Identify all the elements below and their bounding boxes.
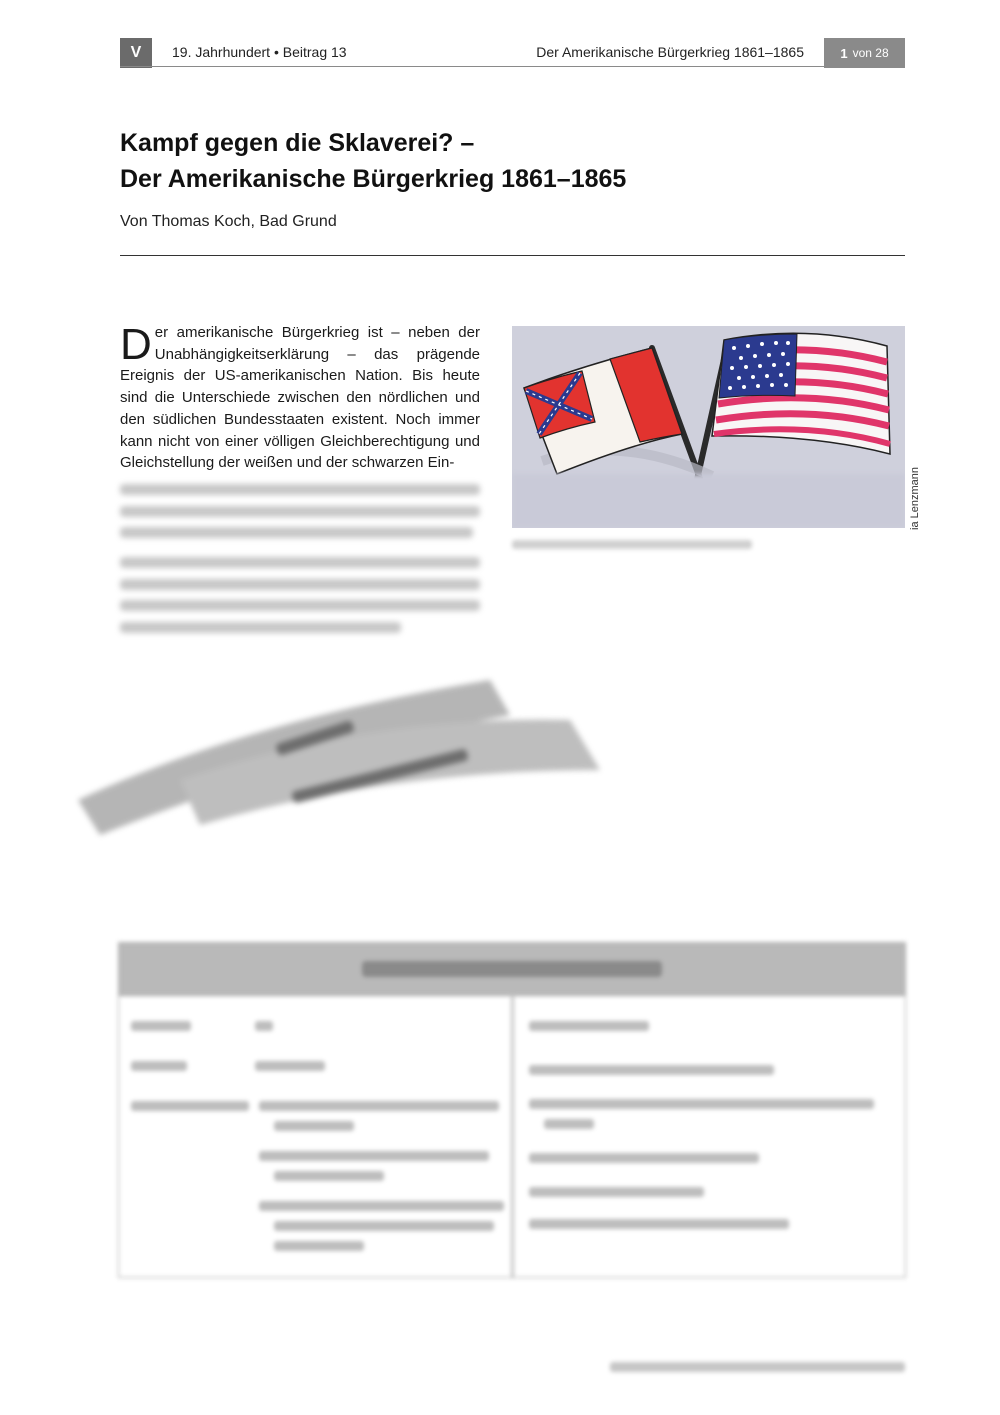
section-badge: V (120, 38, 152, 68)
union-flag-icon (712, 333, 890, 454)
intro-paragraph (120, 322, 480, 474)
image-credit (907, 410, 929, 530)
blurred-footer (610, 1362, 905, 1372)
title-line-1: Kampf gegen die Sklaverei? – (120, 129, 475, 157)
image-credit-text: ia Lenzmann (909, 467, 921, 530)
page-number: 1 (840, 45, 848, 61)
blurred-text-block-2 (120, 557, 480, 644)
blurred-image-region (512, 474, 905, 528)
author-byline: Von Thomas Koch, Bad Grund (120, 213, 337, 230)
crossed-flags-illustration (512, 326, 905, 528)
overview-box-header (119, 943, 905, 996)
page-total: von 28 (852, 46, 889, 60)
blurred-figure-caption (512, 540, 752, 549)
blurred-ribbon-banner (70, 660, 630, 850)
blurred-text-block-1 (120, 484, 480, 549)
page-indicator (824, 38, 905, 68)
article-title (120, 125, 905, 197)
overview-box (118, 942, 906, 1278)
title-divider (120, 255, 905, 256)
series-label: 19. Jahrhundert • Beitrag 13 (172, 44, 347, 60)
intro-text: er amerikanische Bürgerkrieg ist – neben der Unabhängigkeitserklärung – das prägende Ereignis der US-amerikanischen Nation. Bis heute sind die Unterschiede zwischen den nördlichen und den südlichen Bundesstaaten existent. Noch immer kann nicht von einer völligen Gleichberechtigung und Gleichstellung der weißen und der schwarzen Ein- (120, 324, 480, 472)
header-document-title: Der Amerikanische Bürgerkrieg 1861–1865 (536, 44, 804, 60)
header-rule (120, 66, 905, 67)
title-line-2: Der Amerikanische Bürgerkrieg 1861–1865 (120, 165, 627, 193)
drop-cap: D (120, 320, 152, 369)
